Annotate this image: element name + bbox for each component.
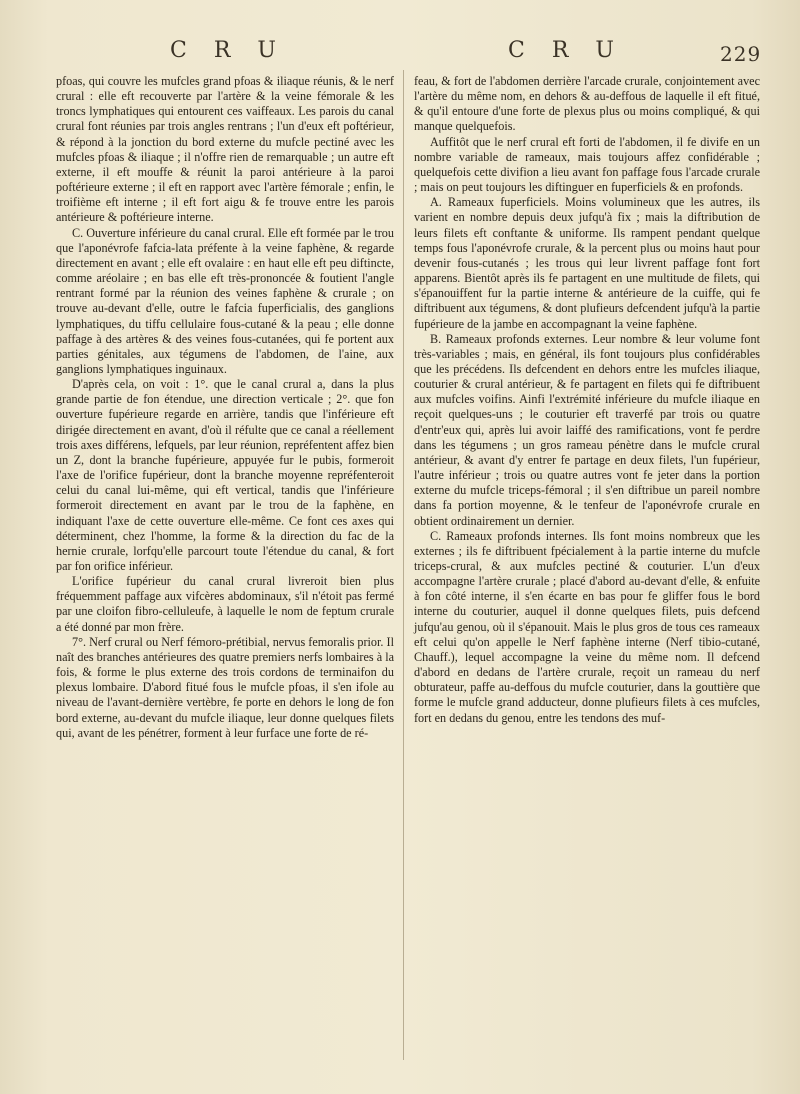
paragraph: pfoas, qui couvre les mufcles grand pfoas & iliaque réunis, & le nerf crural : elle eft recouverte par l'artère & la veine fémorale & les troncs lymphatiques qui entourent ces vaiffeaux. Les parois du canal crural font réunies par trois angles rentrans ; l'un d'eux eft poftérieur, & répond à la jonction du bord externe du mufcle pectiné avec les mufcles pfoas & iliaque ; il n'offre rien de remarquable ; un autre eft externe, il eft mouffe & réunit la paroi antérieure à la paroi poftérieure externe ; il eft en rapport avec l'artère fémorale ; enfin, le troifième eft interne ; il eft fort aigu & fe trouve entre les parois antérieure & poftérieure interne.: [56, 74, 394, 225]
left-column: [56, 74, 394, 741]
paragraph: D'après cela, on voit : 1°. que le canal crural a, dans la plus grande partie de fon étendue, une direction verticale ; 2°. que fon ouverture fupérieure regarde en arrière, tandis que l'inférieure eft dirigée directement en avant, d'où il réfulte que ce canal a réellement trois axes différens, lefquels, par leur réunion, repréfentent affez bien un Z, dont la branche fupérieure, appuyée fur le pubis, formeroit l'axe de l'orifice fupérieur, dont la branche moyenne repréfenteroit celui du canal lui-même, qui eft vertical, tandis que l'inférieure formeroit directement en avant par le trou de la faphène, en indiquant l'axe de cette ouverture elle-même. Ce font ces axes qui déterminent, chez l'homme, la forme & la direction du fac de la hernie crurale, lorfqu'elle parcourt toute l'étendue du canal, & fort par fon orifice inférieur.: [56, 377, 394, 573]
header-word-left: C R U: [170, 38, 286, 63]
paragraph: C. Rameaux profonds internes. Ils font moins nombreux que les externes ; ils fe diftribuent fpécialement à la partie interne du mufcle triceps-crural, & aux mufcles pectiné & couturier. L'un d'eux accompagne l'artère crurale ; placé d'abord au-devant d'elle, & enfuite à fon côté interne, il s'en écarte en bas pour fe gliffer fous le bord interne du couturier, auquel il donne quelques filets, puis defcend jufqu'au genou, où il s'épanouit. Mais le plus gros de tous ces rameaux eft celui qu'on appelle le Nerf faphène interne (Nerf tibio-cutané, Chauff.), lequel accompagne la veine du même nom. Il defcend d'abord en dedans de l'artère crurale, reçoit un rameau du nerf obturateur, paffe au-deffous du mufcle couturier, dans la gouttière que forme le mufcle grand adducteur, donne plufieurs filets à ces mufcles, fort en dedans du genou, entre les tendons des muf-: [414, 528, 760, 725]
paragraph: B. Rameaux profonds externes. Leur nombre & leur volume font très-variables ; mais, en général, ils font toujours plus confidérables que les précédens. Ils defcendent en dehors entre les mufcles iliaque, couturier & crural antérieur, & fe partagent en filets qui fe diftribuent aux mufcles voifins. Ainfi l'extrémité inférieure du mufcle iliaque en reçoit quelques-uns ; le couturier eft traverfé par trois ou quatre d'entr'eux qui, après lui avoir laiffé des ramifications, vont fe perdre dans les tégumens ; un gros rameau pénètre dans le mufcle crural antérieur, & avant d'y entrer fe partage en deux filets, l'un fupérieur, l'autre inférieur ; trois ou quatre autres vont fe jeter dans la portion externe du mufcle triceps-fémoral ; il s'en diftribue un pareil nombre dans fa portion moyenne, & le tenfeur de l'aponévrofe crurale en obtient ordinairement un dernier.: [414, 331, 760, 528]
paragraph: C. Ouverture inférieure du canal crural. Elle eft formée par le trou que l'aponévrofe fafcia-lata préfente à la veine faphène, & regarde directement en avant ; elle eft ovalaire : en haut elle eft peu diftincte, comme aréolaire ; en bas elle eft très-prononcée & foutient l'angle rentrant formé par la réunion des veines faphène & crurale ; on trouve au-devant d'elle, outre le fafcia fuperficialis, des ganglions lymphatiques, du tiffu cellulaire fous-cutané & la peau ; elle donne paffage à des artères & des veines fous-cutanées, qui fe portent aux parties génitales, aux tégumens de l'abdomen, de l'aine, aux ganglions lymphatiques inguinaux.: [56, 225, 394, 376]
page-number: 229: [720, 42, 762, 66]
right-column: [414, 74, 760, 726]
paragraph: A. Rameaux fuperficiels. Moins volumineux que les autres, ils varient en nombre depuis deux jufqu'à fix ; mais la diftribution de leurs filets eft conftante & uniforme. Ils rampent pendant quelque temps fous l'aponévrofe crurale, & la percent plus ou moins haut pour devenir fous-cutanés ; les trous qui leur livrent paffage font fort apparens. Bientôt après ils fe partagent en une multitude de filets, qui s'épanouiffent fur la partie interne & antérieure de la cuiffe, qui fe diftribuent aux tégumens, & dont plufieurs defcendent jufqu'à la partie fupérieure de la jambe en accompagnant la veine faphène.: [414, 195, 760, 331]
column-divider: [403, 70, 404, 1060]
running-header: [0, 38, 800, 78]
paragraph: 7°. Nerf crural ou Nerf fémoro-prétibial, nervus femoralis prior. Il naît des branches antérieures des quatre premiers nerfs lombaires à la fois, & forme le plus externe des trois cordons de terminaifon du plexus lombaire. D'abord fitué fous le mufcle pfoas, il s'en ifole au niveau de l'avant-dernière vertèbre, fe porte en dehors le long de fon bord externe, au-devant du mufcle iliaque, leur donne quelques filets qui, avant de les pénétrer, forment à leur furface une forte de ré-: [56, 634, 394, 740]
paragraph: feau, & fort de l'abdomen derrière l'arcade crurale, conjointement avec l'artère du même nom, en dehors & au-deffous de laquelle il eft fitué, & qu'il entoure d'une forte de plexus plus ou moins compliqué, & qui manque quelquefois.: [414, 74, 760, 134]
paragraph: Auffitôt que le nerf crural eft forti de l'abdomen, il fe divife en un nombre variable de rameaux, mais toujours affez confidérable ; quelquefois cette divifion a lieu avant fon paffage fous l'arcade crurale ; mais on peut toujours les diftinguer en fuperficiels & en profonds.: [414, 134, 760, 195]
paragraph: L'orifice fupérieur du canal crural livreroit bien plus fréquemment paffage aux vifcères abdominaux, s'il n'étoit pas fermé par une cloifon fibro-celluleufe, à laquelle le nom de feptum crurale a été donné par mon frère.: [56, 574, 394, 634]
header-word-right: C R U: [508, 38, 624, 63]
